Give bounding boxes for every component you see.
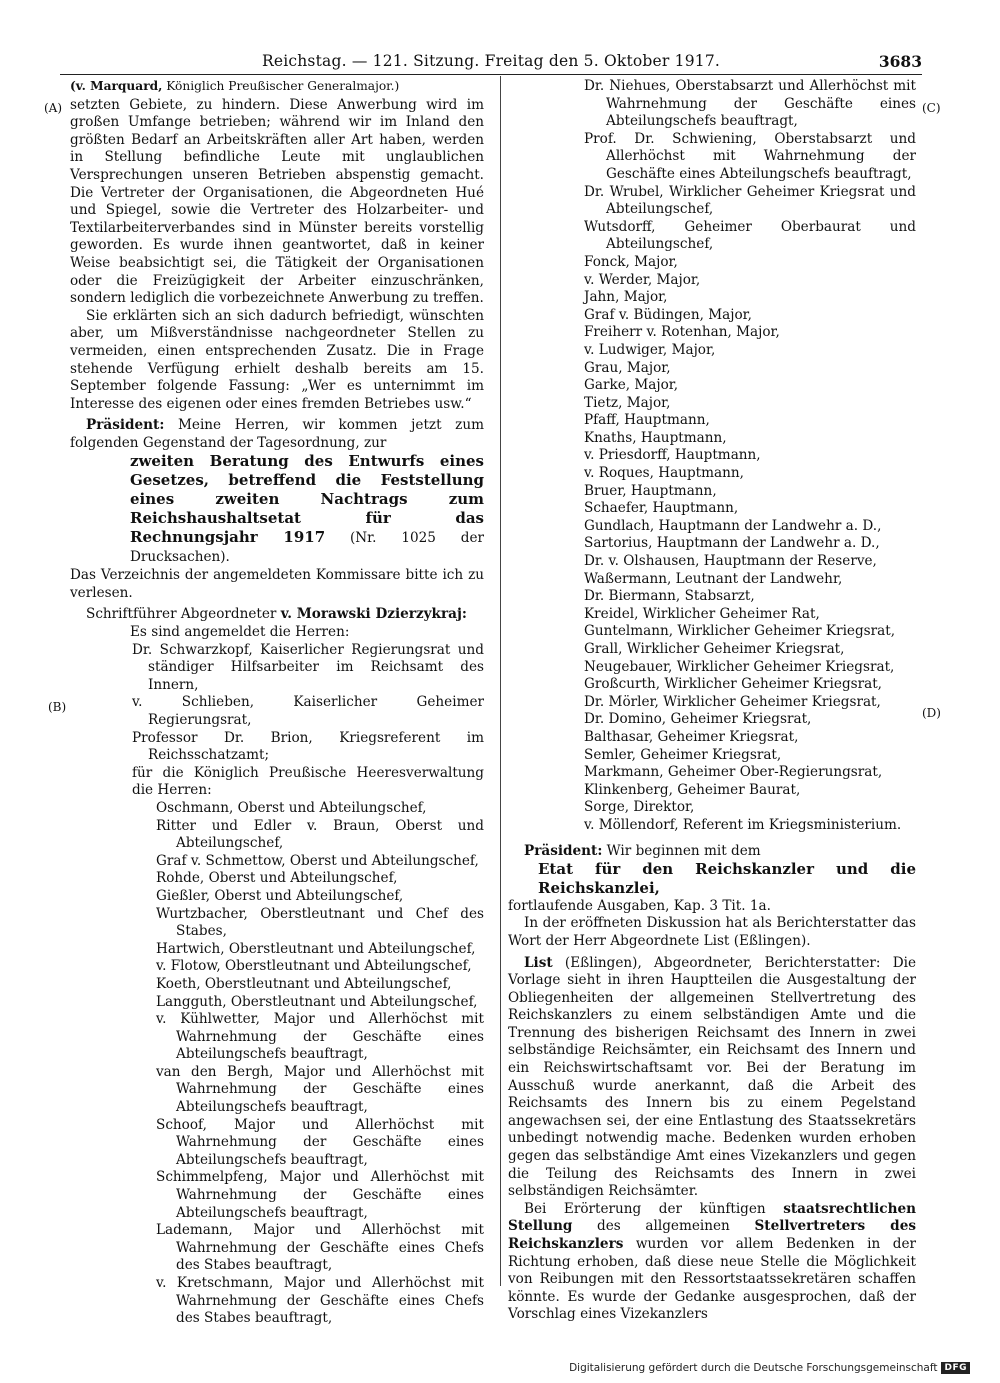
- list-entry: Graf v. Büdingen, Major,: [584, 306, 752, 323]
- list-entry: Freiherr v. Rotenhan, Major,: [584, 324, 780, 341]
- list-entry: Pfaff, Hauptmann,: [584, 412, 710, 429]
- list-entry: Balthasar, Geheimer Kriegsrat,: [584, 728, 799, 745]
- paragraph: [70, 417, 484, 452]
- speaker-label: Präsident:: [86, 417, 165, 434]
- list-entry: Neugebauer, Wirklicher Geheimer Kriegsrat,: [584, 658, 895, 675]
- list-entry: Dr. Schwarzkopf, Kaiserlicher Regierungsrat und ständiger Hilfsarbeiter im Reichsamt des Innern,: [132, 641, 484, 693]
- list-entry: v. Ludwiger, Major,: [584, 341, 716, 358]
- paragraph: [70, 606, 484, 624]
- list-entry: Guntelmann, Wirklicher Geheimer Kriegsrat,: [584, 623, 896, 640]
- speech-text: Meine Herren, wir kommen jetzt zum folgenden Gegenstand der Tagesordnung, zur: [70, 417, 484, 451]
- speech-text: wurden vor allem Bedenken in der Richtung erhoben, daß diese neue Stelle die Möglichkeit von Reibungen mit den Ressortstaatssekretären schaffen könnte. Es wurde der Gedanke ausgesprochen, daß der Vorschlag eines Vizekanzlers: [508, 1236, 916, 1323]
- list-entry: Rohde, Oberst und Abteilungschef,: [156, 870, 398, 887]
- list-entry: v. Flotow, Oberstleutnant und Abteilungschef,: [156, 958, 472, 975]
- header-title: Reichstag. — 121. Sitzung. Freitag den 5. Oktober 1917.: [261, 52, 721, 70]
- list-entry: Dr. Mörler, Wirklicher Geheimer Kriegsrat,: [584, 693, 881, 710]
- list-entry: Markmann, Geheimer Ober-Regierungsrat,: [584, 764, 883, 781]
- right-column: [508, 78, 916, 1324]
- paragraph: Es sind angemeldet die Herren:: [130, 624, 350, 641]
- paragraph: [508, 955, 916, 1201]
- speech-text: des allgemeinen: [572, 1218, 755, 1235]
- speech-text: Schriftführer Abgeordneter: [86, 606, 281, 623]
- list-entry: Dr. Biermann, Stabsarzt,: [584, 588, 755, 605]
- paragraph: [508, 843, 916, 861]
- list-entry: Kreidel, Wirklicher Geheimer Rat,: [584, 605, 820, 622]
- commissioner-list: [508, 78, 916, 835]
- agenda-reference: (Nr. 1025 der Drucksachen).: [130, 529, 485, 566]
- list-entry: Sorge, Direktor,: [584, 799, 695, 816]
- agenda-heading-text: zweiten Beratung des Entwurfs eines Gesetzes, betreffend die Feststellung eines zweiten Nachtrags zum Reichshaushaltsetat für das Rechnungsjahr 1917: [130, 452, 484, 546]
- list-entry: Koeth, Oberstleutnant und Abteilungschef,: [156, 975, 452, 992]
- list-entry: Dr. v. Olshausen, Hauptmann der Reserve,: [584, 553, 877, 570]
- speaker-label: v. Morawski Dzierzykraj:: [280, 606, 467, 623]
- list-entry: Schoof, Major und Allerhöchst mit Wahrnehmung der Geschäfte eines Abteilungschefs beauftragt,: [156, 1116, 484, 1168]
- emphasis: Stellvertreters des Reichskanzlers: [508, 1218, 916, 1252]
- list-entry: Hartwich, Oberstleutnant und Abteilungschef,: [156, 940, 476, 957]
- list-entry: v. Kühlwetter, Major und Allerhöchst mit Wahrnehmung der Geschäfte eines Abteilungschefs beauftragt,: [156, 1011, 484, 1063]
- list-entry: Ritter und Edler v. Braun, Oberst und Abteilungschef,: [156, 817, 484, 852]
- commissioner-list: [70, 800, 484, 1328]
- margin-marker-a: (A): [44, 101, 63, 115]
- speech-text: Bei Erörterung der künftigen: [524, 1200, 784, 1217]
- list-entry: Wutsdorff, Geheimer Oberbaurat und Abteilungschef,: [584, 218, 916, 253]
- speaker-name: (v. Marquard,: [70, 79, 163, 93]
- agenda-heading: Etat für den Reichskanzler und die Reichskanzlei,: [538, 860, 916, 897]
- left-column: [70, 78, 484, 1328]
- speaker-role: Königlich Preußischer Generalmajor.): [166, 79, 400, 93]
- page-number: 3683: [878, 52, 922, 71]
- list-entry: Prof. Dr. Schwiening, Oberstabsarzt und Allerhöchst mit Wahrnehmung der Geschäfte eines Abteilungschefs beauftragt,: [584, 130, 916, 182]
- list-entry: Langguth, Oberstleutnant und Abteilungschef,: [156, 993, 478, 1010]
- list-entry: Klinkenberg, Geheimer Baurat,: [584, 781, 801, 798]
- list-entry: Großcurth, Wirklicher Geheimer Kriegsrat,: [584, 676, 883, 693]
- paragraph: Sie erklärten sich an sich dadurch befriedigt, wünschten aber, um Mißverständnisse nachgeordneter Stellen zu vermeiden, einen entsprechenden Zusatz. Die in Frage stehende Verfügung erhielt deshalb bereits am 15. September folgende Fassung: „Wer es unternimmt im Interesse des eigenen oder eines fremden Betriebes usw.“: [70, 307, 484, 412]
- column-divider: [500, 76, 501, 1286]
- paragraph: [508, 1201, 916, 1324]
- running-header: [60, 50, 922, 75]
- list-entry: Dr. Niehues, Oberstabsarzt und Allerhöchst mit Wahrnehmung der Geschäfte eines Abteilungschefs beauftragt,: [584, 78, 916, 130]
- list-entry: Lademann, Major und Allerhöchst mit Wahrnehmung der Geschäfte eines Chefs des Stabes beauftragt,: [156, 1222, 484, 1274]
- paragraph: für die Königlich Preußische Heeresverwaltung die Herren:: [132, 764, 484, 799]
- footer-credit: [569, 1362, 970, 1374]
- list-entry: Dr. Wrubel, Wirklicher Geheimer Kriegsrat und Abteilungschef,: [584, 183, 916, 218]
- list-entry: Gundlach, Hauptmann der Landwehr a. D.,: [584, 517, 882, 534]
- emphasis: staatsrechtlichen Stellung: [508, 1200, 916, 1235]
- margin-marker-c: (C): [922, 101, 941, 115]
- list-entry: Graf v. Schmettow, Oberst und Abteilungschef,: [156, 852, 479, 869]
- speaker-label: Präsident:: [524, 842, 603, 859]
- speech-text: (Eßlingen), Abgeordneter, Berichterstatter: Die Vorlage sieht in ihren Hauptteilen die Ausgestaltung der Obliegenheiten der allgemeinen Stellvertretung des Reichskanzlers zu einem selbständigen Amte und die Trennung des bisherigen Reichsamt des Innern in zwei selbständige Reichsämter, ein Reichsamt des Innern und ein Reichswirtschaftsamt vor. Bei der Beratung im Ausschuß wurde anerkannt, daß die Arbeit des Reichsamts des Innern bis zu einem Pegelstand angewachsen sei, der eine Entlastung des Staatssekretärs unbedingt notwendig mache. Bedenken wurden erhoben gegen das selbständige Amt eines Vizekanzlers und gegen die Teilung des Reichsamts des Innern in zwei selbständigen Reichsämter.: [508, 954, 916, 1200]
- list-entry: Fonck, Major,: [584, 253, 678, 270]
- list-entry: Schimmelpfeng, Major und Allerhöchst mit Wahrnehmung der Geschäfte eines Abteilungschefs beauftragt,: [156, 1169, 484, 1221]
- speech-text: Wir beginnen mit dem: [602, 842, 761, 859]
- paragraph: Das Verzeichnis der angemeldeten Kommissare bitte ich zu verlesen.: [70, 567, 484, 601]
- list-entry: Bruer, Hauptmann,: [584, 482, 717, 499]
- paragraph: setzten Gebiete, zu hindern. Diese Anwerbung wird im großen Umfange betrieben; während wir im Inland den größten Bedarf an Arbeitskräften aller Art haben, werden in Stellung befindliche Leute mit unglaublichen Versprechungen unseren Betrieben abspenstig gemacht. Die Vertreter der Organisationen, die Abgeordneten Hué und Spiegel, sowie die Vertreter des Holzarbeiter- und Textilarbeiterverbandes sind in Münster bereits vorstellig geworden. Es wurde ihnen geantwortet, daß in keiner Weise beabsichtigt sei, die Tätigkeit der Organisationen oder die Freizügigkeit der Arbeiter einzuschränken, sondern lediglich die vorbezeichnete Anwerbung zu treffen.: [70, 96, 484, 307]
- agenda-heading: [70, 452, 484, 567]
- list-entry: Semler, Geheimer Kriegsrat,: [584, 746, 782, 763]
- list-entry: Professor Dr. Brion, Kriegsreferent im Reichsschatzamt;: [132, 729, 484, 764]
- margin-marker-d: (D): [922, 706, 941, 720]
- list-entry: Grall, Wirklicher Geheimer Kriegsrat,: [584, 641, 845, 657]
- list-entry: Grau, Major,: [584, 359, 671, 376]
- list-entry: v. Roques, Hauptmann,: [584, 465, 744, 482]
- margin-marker-b: (B): [48, 700, 67, 714]
- paragraph: fortlaufende Ausgaben, Kap. 3 Tit. 1a.: [508, 897, 771, 914]
- list-entry: Knaths, Hauptmann,: [584, 429, 727, 446]
- speaker-label: List: [524, 954, 553, 971]
- list-entry: v. Werder, Major,: [584, 271, 701, 288]
- list-entry: Sartorius, Hauptmann der Landwehr a. D.,: [584, 535, 880, 552]
- list-entry: v. Priesdorff, Hauptmann,: [584, 447, 761, 464]
- list-entry: Wurtzbacher, Oberstleutnant und Chef des Stabes,: [156, 905, 484, 940]
- commissioner-list: [70, 642, 484, 765]
- list-entry: Oschmann, Oberst und Abteilungschef,: [156, 799, 427, 816]
- list-entry: van den Bergh, Major und Allerhöchst mit Wahrnehmung der Geschäfte eines Abteilungschefs beauftragt,: [156, 1063, 484, 1116]
- list-entry: Dr. Domino, Geheimer Kriegsrat,: [584, 711, 812, 728]
- list-entry: Jahn, Major,: [584, 289, 668, 306]
- dfg-logo: DFG: [941, 1362, 970, 1374]
- list-entry: Gießler, Oberst und Abteilungschef,: [156, 887, 404, 904]
- list-entry: v. Schlieben, Kaiserlicher Geheimer Regierungsrat,: [132, 694, 484, 728]
- list-entry: v. Kretschmann, Major und Allerhöchst mit Wahrnehmung der Geschäfte eines Chefs des Stabes beauftragt,: [156, 1275, 484, 1327]
- list-entry: Tietz, Major,: [584, 394, 671, 411]
- list-entry: v. Möllendorf, Referent im Kriegsministerium.: [584, 816, 902, 833]
- footer-text: Digitalisierung gefördert durch die Deutsche Forschungsgemeinschaft: [569, 1362, 938, 1374]
- paragraph: In der eröffneten Diskussion hat als Berichterstatter das Wort der Herr Abgeordnete List (Eßlingen).: [508, 915, 916, 949]
- list-entry: Waßermann, Leutnant der Landwehr,: [584, 570, 843, 587]
- list-entry: Schaefer, Hauptmann,: [584, 500, 739, 517]
- list-entry: Garke, Major,: [584, 377, 679, 394]
- speaker-attribution: [70, 78, 484, 96]
